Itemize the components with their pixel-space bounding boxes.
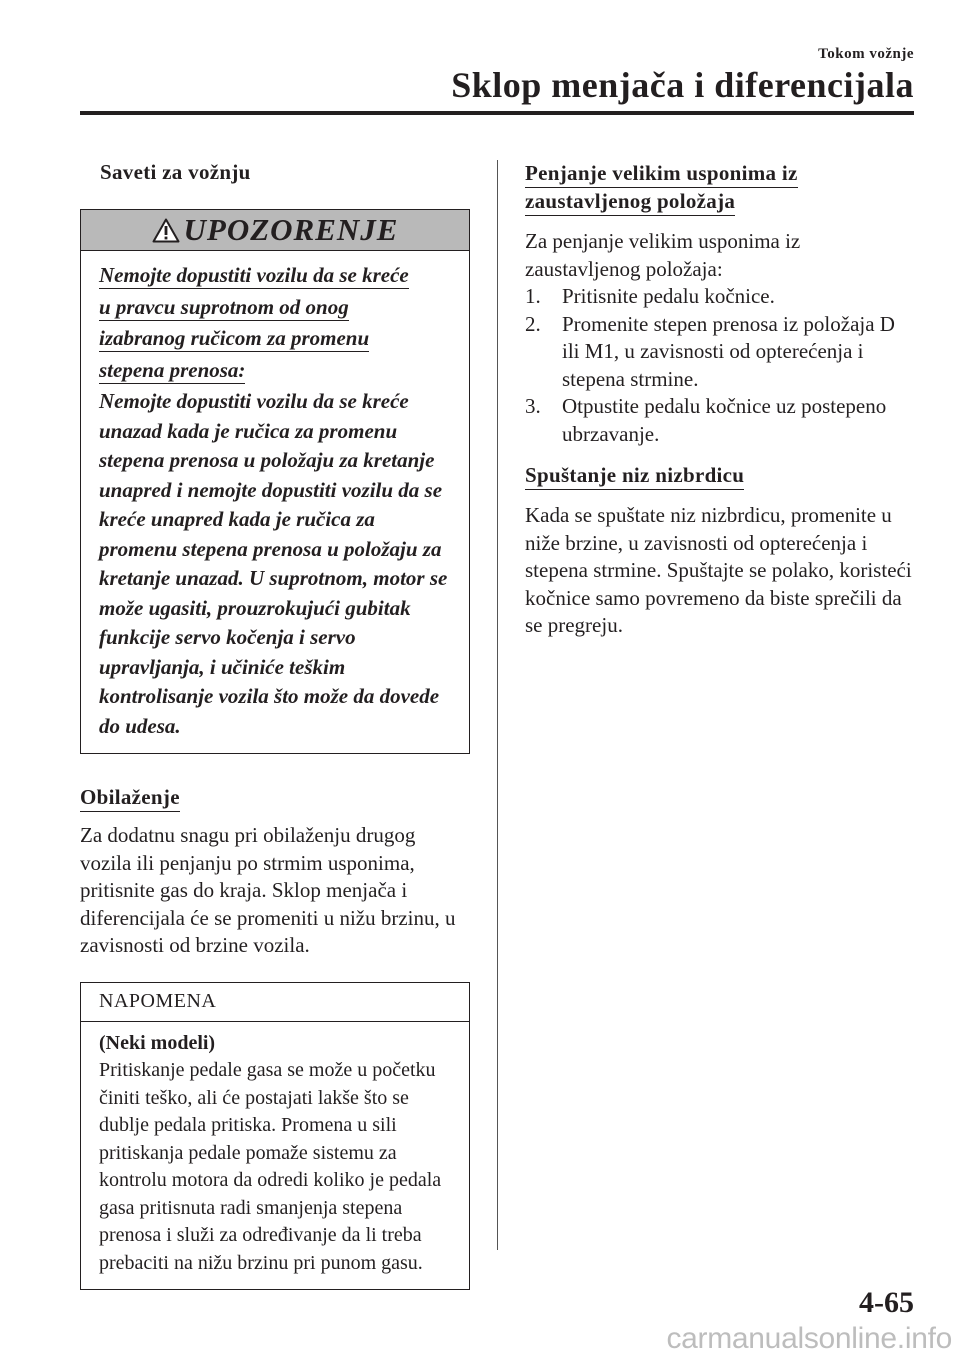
note-body: [81, 1022, 469, 1290]
list-item: [525, 393, 915, 448]
running-header-chapter: Sklop menjača i diferencijala: [451, 65, 914, 105]
header-rule: [80, 111, 914, 115]
uphill-intro: Za penjanje velikim usponima iz zaustavljenog položaja:: [525, 229, 801, 281]
downhill-heading: Spuštanje niz nizbrdicu: [525, 462, 744, 490]
warning-title: UPOZORENJE: [183, 212, 399, 247]
step-text: Otpustite pedalu kočnice uz postepeno ubrzavanje.: [562, 394, 887, 446]
uphill-steps: [525, 283, 915, 448]
step-number: 1.: [525, 284, 541, 308]
list-item: [525, 283, 915, 311]
note-subtitle: (Neki modeli): [99, 1031, 216, 1054]
passing-heading: Obilaženje: [80, 784, 180, 812]
warning-lead-line: stepena prenosa:: [99, 357, 246, 382]
uphill-heading-line2: zaustavljenog položaja: [525, 188, 735, 216]
list-item: [525, 311, 915, 394]
note-text: Pritiskanje pedale gasa se može u početku činiti teško, ali će postajati lakše što se dublje pedala pritiska. Promena u sili pritiskanja pedale pomaže sistemu za kontrolu motora da odredi koliko je pedala gasa pritisnuta radi smanjenja stepena prenosa i služi za određivanje da li treba prebaciti na nižu brzinu pri punom gasu.: [99, 1059, 442, 1274]
column-divider: [497, 160, 498, 1250]
step-text: Promenite stepen prenosa iz položaja D ili M1, u zavisnosti od opterećenja i stepena strmine.: [562, 311, 895, 391]
warning-box: [80, 209, 470, 754]
step-number: 2.: [525, 311, 541, 336]
left-column: [80, 160, 470, 1290]
warning-lead-line: izabranog ručicom za promenu: [99, 326, 370, 350]
right-column: [525, 160, 915, 640]
page-number: 4-65: [859, 1286, 914, 1319]
step-number: 3.: [525, 394, 541, 418]
driving-tips-title: Saveti za vožnju: [100, 160, 251, 184]
warning-text: Nemojte dopustiti vozilu da se kreće unazad kada je ručica za promenu stepena prenosa u položaju za kretanje unapred i nemojte dopustiti vozilu da se kreće unapred kada je ručica za promenu stepena prenosa u položaju za kretanje unazad. U suprotnom, motor se može ugasiti, prouzrokujući gubitak funkcije servo kočenja i servo upravljanja, i učiniće teškim kontrolisanje vozila što može da dovede do udesa.: [99, 389, 448, 738]
warning-lead-line: u pravcu suprotnom od onog: [99, 294, 349, 319]
running-header-section: Tokom vožnje: [818, 46, 914, 62]
watermark: carmanualsonline.info: [666, 1322, 952, 1355]
note-box: [80, 982, 470, 1291]
warning-lead-line: Nemojte dopustiti vozilu da se kreće: [99, 263, 409, 287]
step-text: Pritisnite pedalu kočnice.: [562, 284, 775, 308]
note-title: NAPOMENA: [81, 983, 469, 1022]
warning-header: [81, 210, 469, 251]
warning-triangle-icon: [152, 218, 180, 243]
passing-text: Za dodatnu snagu pri obilaženju drugog vozila ili penjanju po strmim usponima, pritisnite gas do kraja. Sklop menjača i diferencijala će se promeniti u nižu brzinu, u zavisnosti od brzine vozila.: [80, 823, 456, 957]
uphill-heading-line1: Penjanje velikim usponima iz: [525, 160, 798, 188]
downhill-text: Kada se spuštate niz nizbrdicu, promenite u niže brzine, u zavisnosti od opterećenja i stepena strmine. Spuštajte se polako, koristeći kočnice samo povremeno da biste sprečili da se pregreju.: [525, 503, 912, 637]
warning-body: [81, 251, 469, 753]
